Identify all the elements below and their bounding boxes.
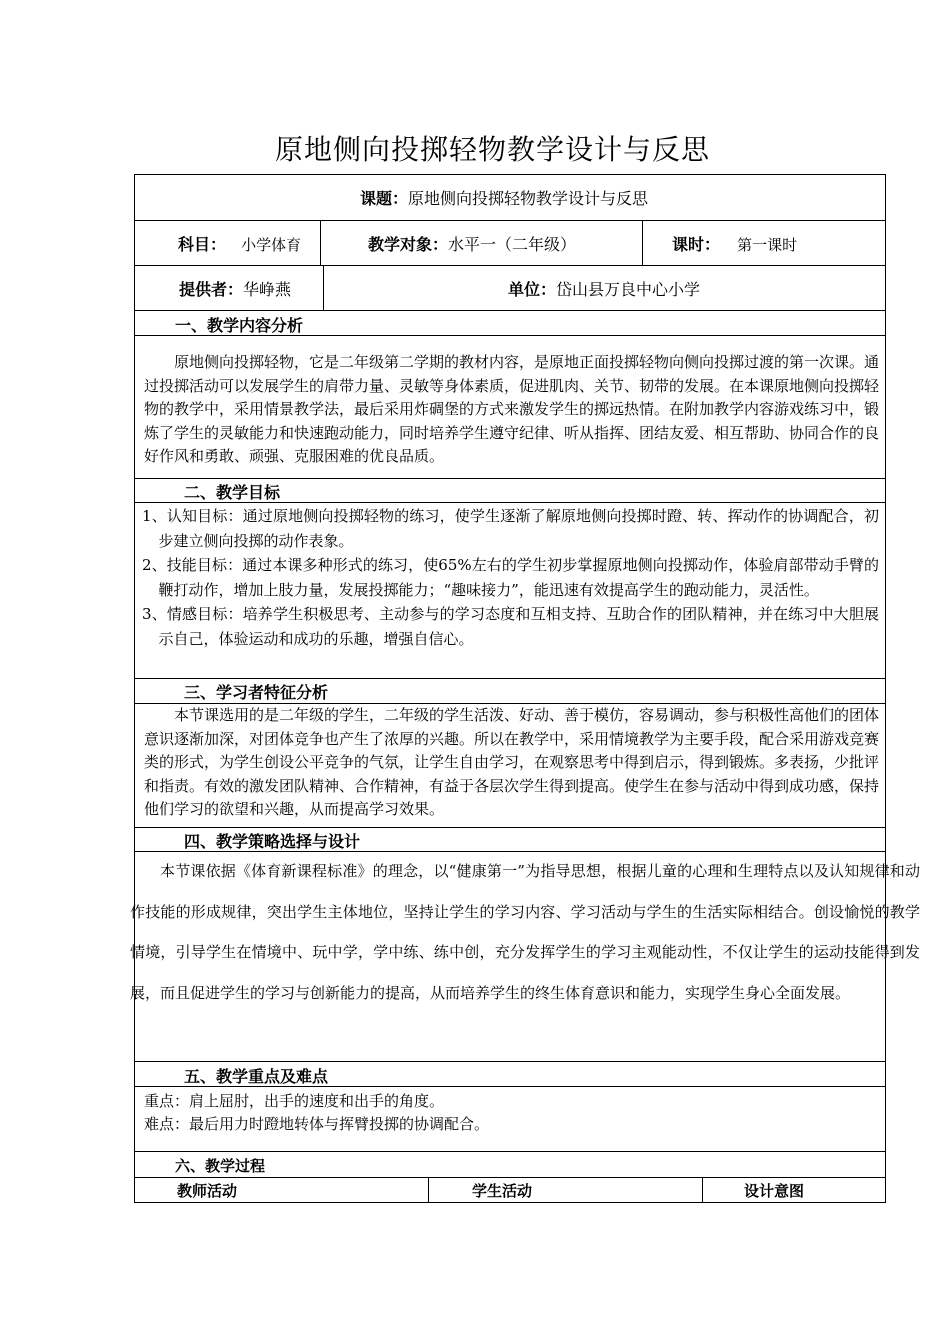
strategy-text (130, 851, 920, 1013)
subject-cell (178, 232, 301, 255)
unit-cell (508, 277, 700, 300)
audience-label: 教学对象： (368, 235, 449, 254)
table-rule (134, 1177, 886, 1178)
table-rule (134, 1061, 886, 1062)
table-rule (134, 220, 886, 221)
section-heading-strategy: 四、教学策略选择与设计 (184, 832, 361, 851)
learner-analysis-paragraph: 本节课选用的是二年级的学生，二年级的学生活泼、好动、善于模仿，容易调动，参与积极性高他们的团体意识逐渐加深，对团体竞争也产生了浓厚的兴趣。所以在教学中，采用情境教学为主要手段，配合采用游戏竞赛类的形式，为学生创设公平竞争的气氛，让学生自由学习，在观察思考中得到启示，得到锻炼。多表扬，少批评和指责。有效的激发团队精神、合作精神，有益于各层次学生得到提高。使学生在参与活动中得到成功感，保持他们学习的欲望和兴趣，从而提高学习效果。 (144, 706, 880, 818)
subject-value: 小学体育 (241, 236, 302, 254)
section-heading-learner-analysis: 三、学习者特征分析 (184, 683, 329, 702)
provider-label: 提供者： (179, 280, 244, 299)
table-rule (885, 174, 886, 1203)
table-rule (134, 174, 135, 1203)
objective-item: 2、技能目标：通过本课多种形式的练习，使65%左右的学生初步掌握原地侧向投掷动作，体验肩部带动手臂的鞭打动作，增加上肢力量，发展投掷能力；“趣味接力”，能迅速有效提高学生的跑动能力，灵活性。 (142, 556, 879, 599)
period-value: 第一课时 (737, 236, 798, 254)
section-heading-objectives: 二、教学目标 (184, 483, 281, 502)
table-rule (642, 220, 643, 265)
table-rule (134, 1202, 886, 1203)
objectives-list (142, 504, 879, 651)
difficulty-point: 难点：最后用力时蹬地转体与挥臂投掷的协调配合。 (144, 1115, 490, 1133)
lesson-plan-table (130, 174, 920, 1203)
table-rule (134, 678, 886, 679)
table-rule (134, 265, 886, 266)
audience-value: 水平一（二年级） (448, 235, 577, 254)
table-rule (134, 1151, 886, 1152)
key-points-text (144, 1090, 879, 1136)
period-cell (672, 232, 797, 255)
table-rule (323, 265, 324, 310)
topic-label: 课题： (360, 189, 409, 208)
col-header-student: 学生活动 (472, 1182, 533, 1200)
content-analysis-paragraph: 原地侧向投掷轻物，它是二年级第二学期的教材内容，是原地正面投掷轻物向侧向投掷过渡的第一次课。通过投掷活动可以发展学生的肩带力量、灵敏等身体素质，促进肌肉、关节、韧带的发展。在本课原地侧向投掷轻物的教学中，采用情景教学法，最后采用炸碉堡的方式来激发学生的掷远热情。在附加教学内容游戏练习中，锻炼了学生的灵敏能力和快速跑动能力，同时培养学生遵守纪律、听从指挥、团结友爱、相互帮助、协同合作的良好作风和勇敢、顽强、克服困难的优良品质。 (144, 353, 880, 465)
objective-item: 3、情感目标：培养学生积极思考、主动参与的学习态度和互相支持、互助合作的团队精神，并在练习中大胆展示自己，体验运动和成功的乐趣，增强自信心。 (142, 605, 879, 648)
section-heading-key-points: 五、教学重点及难点 (184, 1067, 329, 1086)
content-analysis-text (144, 351, 879, 469)
learner-analysis-text (144, 704, 879, 822)
table-rule (428, 1177, 429, 1202)
strategy-paragraph: 本节课依据《体育新课程标准》的理念，以“健康第一”为指导思想，根据儿童的心理和生理特点以及认知规律和动作技能的形成规律，突出学生主体地位，坚持让学生的学习内容、学习活动与学生的生活实际相结合。创设愉悦的教学情境，引导学生在情境中、玩中学，学中练、练中创，充分发挥学生的学习主观能动性，不仅让学生的运动技能得到发展，而且促进学生的学习与创新能力的提高，从而培养学生的终生体育意识和能力，实现学生身心全面发展。 (130, 862, 920, 1002)
period-label: 课时： (672, 235, 721, 254)
col-header-teacher: 教师活动 (177, 1182, 238, 1200)
provider-value: 华峥燕 (243, 280, 292, 299)
topic-row (360, 186, 648, 209)
audience-cell (368, 232, 576, 255)
col-header-intent: 设计意图 (744, 1182, 805, 1200)
topic-value: 原地侧向投掷轻物教学设计与反思 (408, 189, 649, 208)
table-rule (702, 1177, 703, 1202)
subject-label: 科目： (178, 235, 227, 254)
table-rule (320, 220, 321, 265)
unit-value: 岱山县万良中心小学 (556, 280, 701, 299)
section-heading-process: 六、教学过程 (175, 1157, 266, 1175)
table-rule (134, 478, 886, 479)
table-rule (134, 310, 886, 311)
section-heading-content-analysis: 一、教学内容分析 (175, 316, 304, 335)
key-point: 重点：肩上屈肘，出手的速度和出手的角度。 (144, 1092, 445, 1110)
document-title: 原地侧向投掷轻物教学设计与反思 (274, 133, 710, 166)
table-rule (134, 174, 886, 175)
table-rule (134, 827, 886, 828)
provider-cell (179, 277, 291, 300)
unit-label: 单位： (508, 280, 557, 299)
objective-item: 1、认知目标：通过原地侧向投掷轻物的练习，使学生逐渐了解原地侧向投掷时蹬、转、挥动作的协调配合，初步建立侧向投掷的动作表象。 (142, 507, 879, 550)
